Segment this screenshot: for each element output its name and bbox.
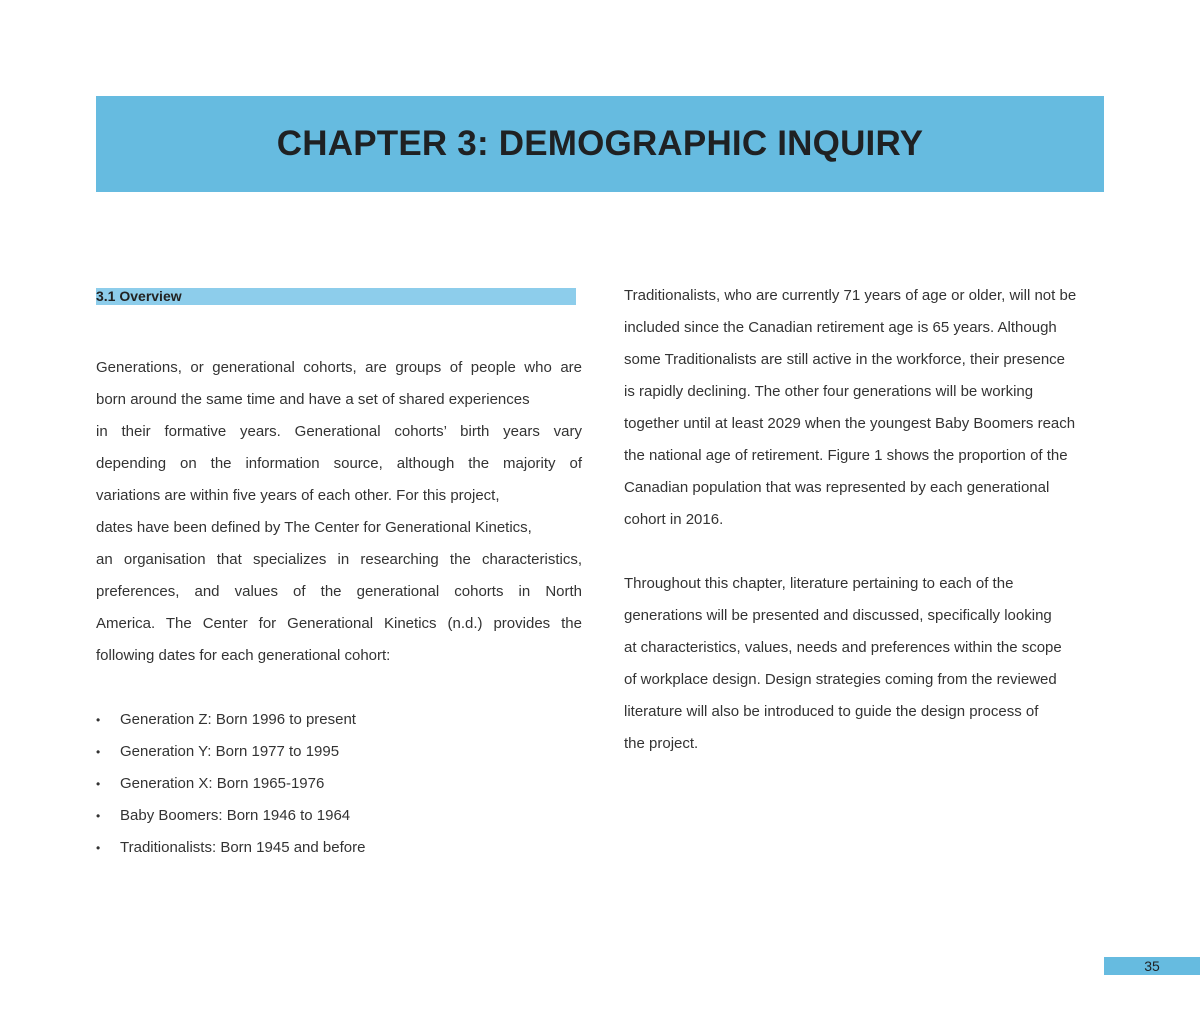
paragraph-line: an organisation that specializes in researching the characteristics, xyxy=(96,551,582,568)
paragraph-line: together until at least 2029 when the youngest Baby Boomers reach xyxy=(624,415,1076,432)
paragraph-line: is rapidly declining. The other four generations will be working xyxy=(624,383,1034,400)
chapter-scope-paragraph xyxy=(624,568,1106,760)
list-item xyxy=(96,768,582,800)
paragraph-line: included since the Canadian retirement age is 65 years. Although xyxy=(624,319,1057,336)
paragraph-line: born around the same time and have a set of shared experiences xyxy=(96,391,530,408)
right-column xyxy=(624,280,1106,760)
cohort-text: Generation Y: Born 1977 to 1995 xyxy=(120,743,340,760)
chapter-title: CHAPTER 3: DEMOGRAPHIC INQUIRY xyxy=(276,124,924,163)
paragraph-line: cohort in 2016. xyxy=(624,511,724,528)
cohort-list xyxy=(96,704,582,864)
bullet-dot-icon: • xyxy=(96,841,101,855)
paragraph-line: Canadian population that was represented by each generational xyxy=(624,479,1050,496)
section-heading: 3.1 Overview xyxy=(96,288,576,305)
paragraph-spacer xyxy=(624,536,1106,568)
paragraph-line: depending on the information source, although the majority of xyxy=(96,455,582,472)
paragraph-spacer xyxy=(96,672,582,704)
paragraph-line: literature will also be introduced to guide the design process of xyxy=(624,703,1039,720)
generations-paragraph xyxy=(96,352,582,672)
list-item xyxy=(96,800,582,832)
paragraph-line: some Traditionalists are still active in the workforce, their presence xyxy=(624,351,1066,368)
bullet-dot-icon: • xyxy=(96,745,101,759)
left-column xyxy=(96,280,582,864)
traditionalists-paragraph xyxy=(624,280,1106,536)
paragraph-line: generations will be presented and discussed, specifically looking xyxy=(624,607,1052,624)
paragraph-line: following dates for each generational cohort: xyxy=(96,647,391,664)
bullet-dot-icon: • xyxy=(96,809,101,823)
list-item xyxy=(96,704,582,736)
paragraph-line: in their formative years. Generational cohorts’ birth years vary xyxy=(96,423,582,440)
paragraph-line: preferences, and values of the generational cohorts in North xyxy=(96,583,582,600)
paragraph-line: America. The Center for Generational Kinetics (n.d.) provides the xyxy=(96,615,582,632)
paragraph-line: Traditionalists, who are currently 71 years of age or older, will not be xyxy=(624,287,1077,304)
bullet-dot-icon: • xyxy=(96,777,101,791)
paragraph-line: Generations, or generational cohorts, are groups of people who are xyxy=(96,359,582,376)
page-number: 35 xyxy=(1104,957,1200,975)
cohort-text: Baby Boomers: Born 1946 to 1964 xyxy=(120,807,351,824)
paragraph-line: variations are within five years of each other. For this project, xyxy=(96,487,500,504)
chapter-banner xyxy=(96,96,1104,192)
paragraph-line: the national age of retirement. Figure 1 shows the proportion of the xyxy=(624,447,1068,464)
paragraph-line: of workplace design. Design strategies coming from the reviewed xyxy=(624,671,1057,688)
bullet-dot-icon: • xyxy=(96,713,101,727)
list-item xyxy=(96,832,582,864)
paragraph-line: Throughout this chapter, literature pertaining to each of the xyxy=(624,575,1014,592)
paragraph-line: at characteristics, values, needs and preferences within the scope xyxy=(624,639,1062,656)
paragraph-line: dates have been defined by The Center for Generational Kinetics, xyxy=(96,519,532,536)
cohort-text: Generation Z: Born 1996 to present xyxy=(120,711,356,728)
list-item xyxy=(96,736,582,768)
paragraph-line: the project. xyxy=(624,735,699,752)
cohort-text: Traditionalists: Born 1945 and before xyxy=(120,839,366,856)
cohort-text: Generation X: Born 1965-1976 xyxy=(120,775,325,792)
